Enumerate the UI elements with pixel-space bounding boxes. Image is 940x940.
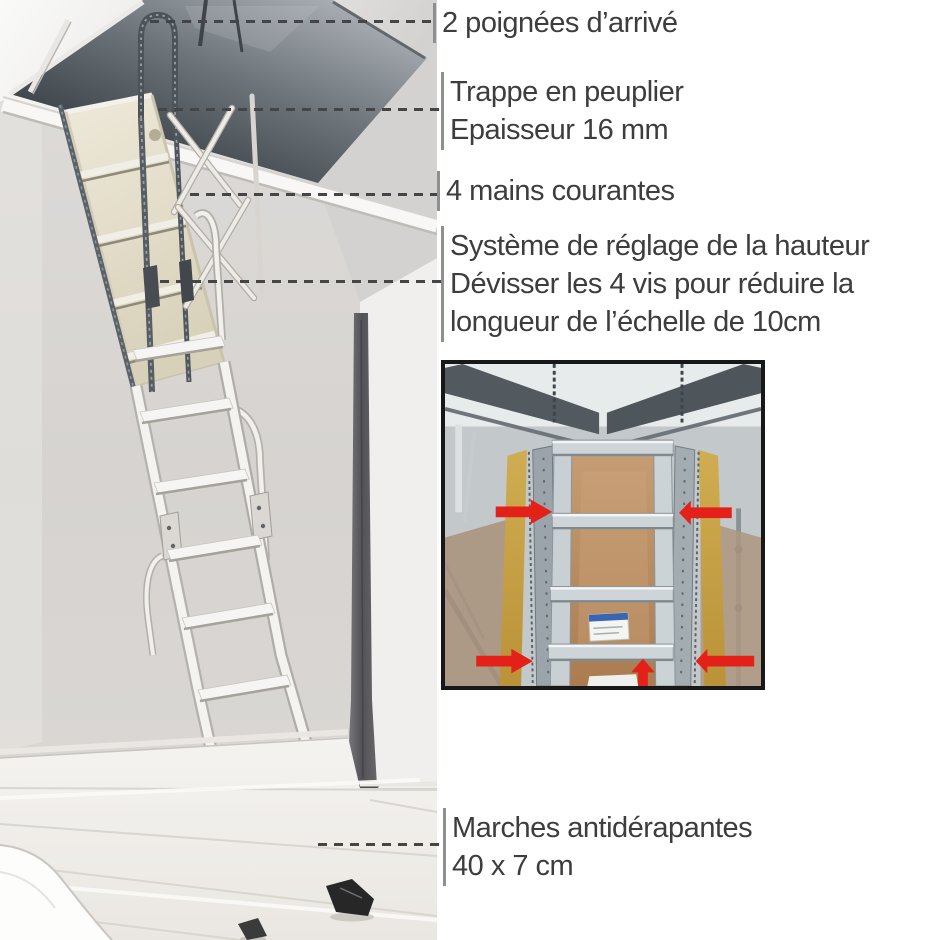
annotation-text: 4 mains courantes: [446, 175, 675, 207]
annotation-arrival-handles: [433, 3, 678, 43]
leader-line-handles: [150, 20, 433, 23]
annotation-text: 40 x 7 cm: [452, 850, 574, 882]
inset-photo: [441, 360, 765, 690]
annotation-text: longueur de l’échelle de 10cm: [450, 306, 821, 338]
leader-line-handrails: [190, 193, 437, 196]
wall-highlight: [0, 102, 42, 752]
annotation-text: Marches antidérapantes: [452, 812, 753, 844]
product-label: [589, 613, 629, 641]
paper-scrap: [587, 674, 638, 686]
annotation-height-adjust: [441, 226, 869, 342]
door-hole: [149, 129, 161, 141]
leader-line-trapdoor: [158, 108, 441, 111]
annotation-text: 2 poignées d’arrivé: [442, 7, 678, 39]
product-photo: [0, 0, 437, 940]
leader-line-steps: [318, 843, 443, 846]
annotation-trapdoor: [441, 72, 683, 150]
annotation-text: Trappe en peuplier: [450, 76, 684, 108]
annotation-text: Système de réglage de la hauteur: [450, 230, 870, 262]
height-adjust-detail-photo: [445, 364, 761, 686]
annotation-non-slip-steps: [443, 808, 752, 886]
annotation-text: Dévisser les 4 vis pour réduire la: [450, 268, 854, 300]
loft-ladder-photo: [0, 0, 437, 940]
annotation-text: Epaisseur 16 mm: [450, 114, 669, 146]
leader-line-height-adjust: [160, 280, 441, 283]
annotation-handrails: [437, 171, 674, 211]
